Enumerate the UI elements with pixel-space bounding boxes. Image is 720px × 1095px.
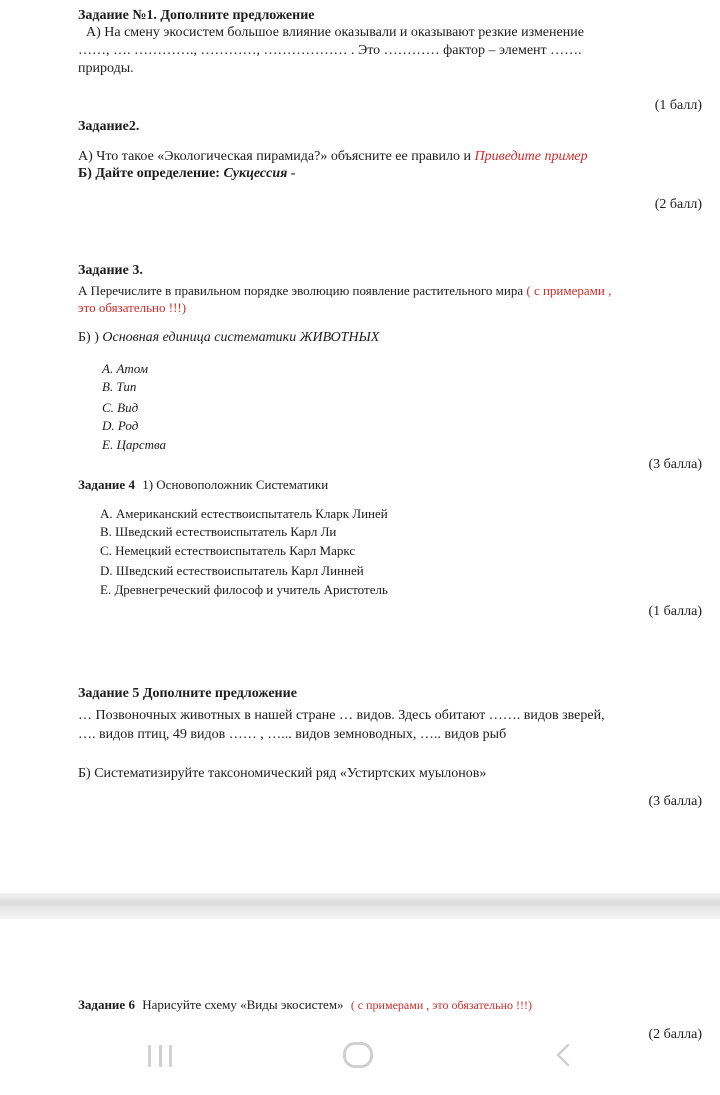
task3-option: В. Тип — [102, 379, 137, 394]
navigation-bar — [0, 1035, 720, 1085]
task3-option: D. Род — [102, 418, 139, 433]
task6-heading: Задание 6 — [78, 997, 135, 1012]
task5-heading: Задание 5 Дополните предложение — [78, 686, 297, 701]
task4-option: В. Шведский естествоиспытатель Карл Ли — [100, 524, 337, 539]
task3-question-b — [78, 330, 379, 346]
task3-option: С. Вид — [102, 400, 139, 415]
task4-question — [78, 477, 328, 493]
task3-heading: Задание 3. — [78, 263, 143, 278]
task3-a-text: А Перечислите в правильном порядке эволюцию появление растительного мира — [78, 283, 524, 298]
task3-b-label: Б) ) — [78, 330, 99, 345]
task6-question — [78, 997, 532, 1013]
task4-question-text: 1) Основоположник Систематики — [142, 477, 329, 492]
task1-heading: Задание №1. Дополните предложение — [78, 8, 315, 23]
task4-option: С. Немецкий естествоиспытатель Карл Маркс — [100, 543, 356, 558]
task4-option: D. Шведский естествоиспытатель Карл Линней — [100, 563, 364, 578]
recents-icon[interactable] — [148, 1045, 172, 1067]
task3-option: А. Атом — [102, 361, 149, 376]
task3-a-red-note: ( с примерами , — [526, 283, 612, 298]
task2-a-red-note: Приведите пример — [474, 149, 588, 164]
task2-points: (2 балл) — [654, 197, 702, 212]
task5-points: (3 балла) — [648, 794, 702, 809]
task4-heading: Задание 4 — [78, 477, 135, 492]
task5-line2: …. видов птиц, 49 видов …… , …... видов земноводных, ….. видов рыб — [78, 727, 507, 742]
task2-heading: Задание2. — [78, 119, 140, 134]
task1-points: (1 балл) — [654, 98, 702, 113]
task6-text: Нарисуйте схему «Виды экосистем» — [142, 997, 344, 1012]
task6-points: (2 балла) — [648, 1027, 702, 1042]
task2-a-text: А) Что такое «Экологическая пирамида?» объясните ее правило и — [78, 149, 472, 164]
task1-line2: ……, …. …………., …………, ……………… . Это ………… фактор – элемент ……. — [78, 43, 582, 58]
task3-b-text: Основная единица систематики ЖИВОТНЫХ — [102, 330, 380, 345]
home-icon[interactable] — [343, 1042, 373, 1068]
task2-question-a — [78, 149, 588, 165]
task4-option: А. Американский естествоиспытатель Кларк Линей — [100, 506, 388, 521]
task2-b-term: Сукцессия - — [223, 166, 296, 181]
task5-line1: … Позвоночных животных в нашей стране … видов. Здесь обитают ……. видов зверей, — [78, 708, 605, 723]
task3-a-red-note-cont: это обязательно !!!) — [78, 300, 187, 315]
back-icon[interactable] — [552, 1043, 576, 1067]
task2-question-b — [78, 166, 296, 182]
page-separator — [0, 893, 720, 919]
task3-option: Е. Царства — [102, 437, 167, 452]
task6-red-note: ( с примерами , это обязательно !!!) — [350, 998, 532, 1012]
task3-question-a — [78, 283, 611, 299]
task2-b-label: Б) Дайте определение: — [78, 166, 220, 181]
task1-line1: А) На смену экосистем большое влияние оказывали и оказывают резкие изменение — [86, 25, 584, 40]
task4-option: Е. Древнегреческий философ и учитель Аристотель — [100, 582, 388, 597]
task5-question-b: Б) Систематизируйте таксономический ряд «Устиртских муылонов» — [78, 766, 487, 781]
task4-points: (1 балла) — [648, 604, 702, 619]
task3-points: (3 балла) — [648, 457, 702, 472]
task1-line3: природы. — [78, 61, 134, 76]
